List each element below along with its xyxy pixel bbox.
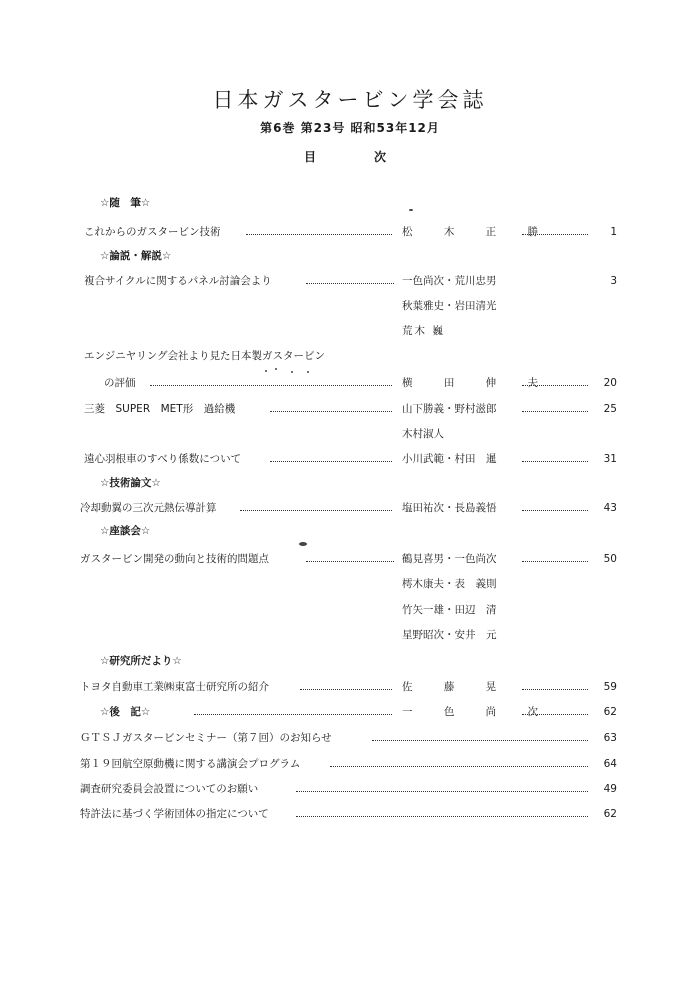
dot-leader: [522, 689, 588, 690]
toc-row[interactable]: [0, 222, 700, 242]
toc-author: 山下勝義・野村滋郎: [402, 403, 497, 415]
toc-row[interactable]: [0, 549, 700, 569]
toc-title: 第１９回航空原動機に関する講演会プログラム: [80, 758, 301, 770]
toc-row[interactable]: [0, 728, 700, 748]
dot-leader: [522, 510, 588, 511]
toc-author: 一色尚次・荒川忠男: [402, 275, 497, 287]
toc-row[interactable]: [0, 677, 700, 697]
toc-title: ＧＴＳＪガスタービンセミナー（第７回）のお知らせ: [80, 732, 332, 744]
toc-title: 三菱 SUPER MET形 過給機: [84, 403, 236, 415]
toc-author: 鶴見喜男・一色尚次: [402, 553, 497, 565]
dot-leader: [194, 714, 392, 715]
dot-leader: [522, 461, 588, 462]
dot-leader: [296, 816, 588, 817]
dot-leader: [522, 561, 588, 562]
dot-leader: [306, 283, 394, 284]
co-author-line: 荒木 巍: [402, 325, 445, 337]
toc-page-number: 31: [603, 453, 617, 465]
dot-leader: [300, 689, 392, 690]
co-author-line: 竹矢一雄・田辺 清: [402, 604, 497, 616]
contents-heading-char-2: 次: [374, 150, 387, 164]
dot-leader: [296, 791, 588, 792]
toc-author: 塩田祐次・長島義悟: [402, 502, 497, 514]
co-author-line: 樗木康夫・表 義則: [402, 578, 497, 590]
toc-title: 冷却動翼の三次元熱伝導計算: [80, 502, 217, 514]
print-mark: [409, 209, 413, 211]
toc-page-number: 25: [603, 403, 617, 415]
toc-title: これからのガスタービン技術: [84, 226, 221, 238]
toc-row[interactable]: [0, 754, 700, 774]
co-author-line: 木村淑人: [402, 428, 444, 440]
toc-title: 調査研究委員会設置についてのお願い: [80, 783, 259, 795]
toc-row[interactable]: [0, 498, 700, 518]
section-heading-review: ☆論説・解説☆: [100, 250, 172, 262]
dot-leader: [522, 411, 588, 412]
toc-page-number: 63: [603, 732, 617, 744]
dot-leader: [306, 561, 394, 562]
contents-heading-char-1: 目: [304, 150, 317, 164]
toc-title: ☆後 記☆: [100, 706, 151, 718]
toc-title: 特許法に基づく学術団体の指定について: [80, 808, 269, 820]
toc-title: エンジニヤリング会社より見た日本製ガスタービン: [84, 350, 326, 362]
toc-page-number: 49: [603, 783, 617, 795]
toc-page-number: 59: [603, 681, 617, 693]
section-heading-roundtable: ☆座談会☆: [100, 525, 151, 537]
toc-page-number: 3: [610, 275, 617, 287]
toc-author: 佐 藤 晃: [402, 681, 511, 693]
dot-leader: [372, 740, 588, 741]
dot-leader: [270, 411, 392, 412]
toc-title: 遠心羽根車のすべり係数について: [84, 453, 242, 465]
dot-leader: [270, 461, 392, 462]
dot-leader: [522, 714, 588, 715]
contents-heading: [0, 148, 700, 168]
toc-row[interactable]: [0, 702, 700, 722]
print-mark: [299, 542, 307, 546]
toc-author: 松 木 正 勝: [402, 226, 553, 238]
dot-leader: [522, 385, 588, 386]
toc-page-number: 43: [603, 502, 617, 514]
toc-page-number: 64: [603, 758, 617, 770]
section-heading-lab: ☆研究所だより☆: [100, 655, 182, 667]
toc-author: 一 色 尚 次: [402, 706, 553, 718]
dot-leader: [150, 385, 392, 386]
toc-page-number: 1: [610, 226, 617, 238]
co-author-line: 星野昭次・安井 元: [402, 629, 497, 641]
toc-author: 小川武範・村田 暹: [402, 453, 497, 465]
dot-leader: [246, 234, 392, 235]
co-author-line: 秋葉雅史・岩田清光: [402, 300, 497, 312]
toc-page-number: 62: [603, 706, 617, 718]
section-heading-technical: ☆技術論文☆: [100, 477, 161, 489]
toc-page-number: 62: [603, 808, 617, 820]
journal-title: 日本ガスタービン学会誌: [212, 88, 488, 112]
toc-row[interactable]: [0, 804, 700, 824]
toc-title: の評価: [104, 377, 136, 389]
toc-title: 複合サイクルに関するパネル討論会より: [84, 275, 272, 287]
toc-title: ガスタービン開発の動向と技術的問題点: [80, 553, 269, 565]
dot-leader: [330, 766, 588, 767]
dot-leader: [522, 234, 588, 235]
toc-row[interactable]: [0, 449, 700, 469]
toc-page-number: 20: [603, 377, 617, 389]
section-heading-essay: ☆随 筆☆: [100, 197, 151, 209]
toc-row[interactable]: [0, 346, 700, 366]
issue-line: 第6巻 第23号 昭和53年12月: [260, 121, 440, 135]
toc-page-number: 50: [603, 553, 617, 565]
toc-row[interactable]: [0, 373, 700, 393]
toc-row[interactable]: [0, 271, 700, 291]
toc-title: トヨタ自動車工業㈱東富士研究所の紹介: [80, 681, 269, 693]
toc-row[interactable]: [0, 779, 700, 799]
dot-leader: [240, 510, 392, 511]
toc-author: 横 田 伸 夫: [402, 377, 553, 389]
toc-row[interactable]: [0, 399, 700, 419]
